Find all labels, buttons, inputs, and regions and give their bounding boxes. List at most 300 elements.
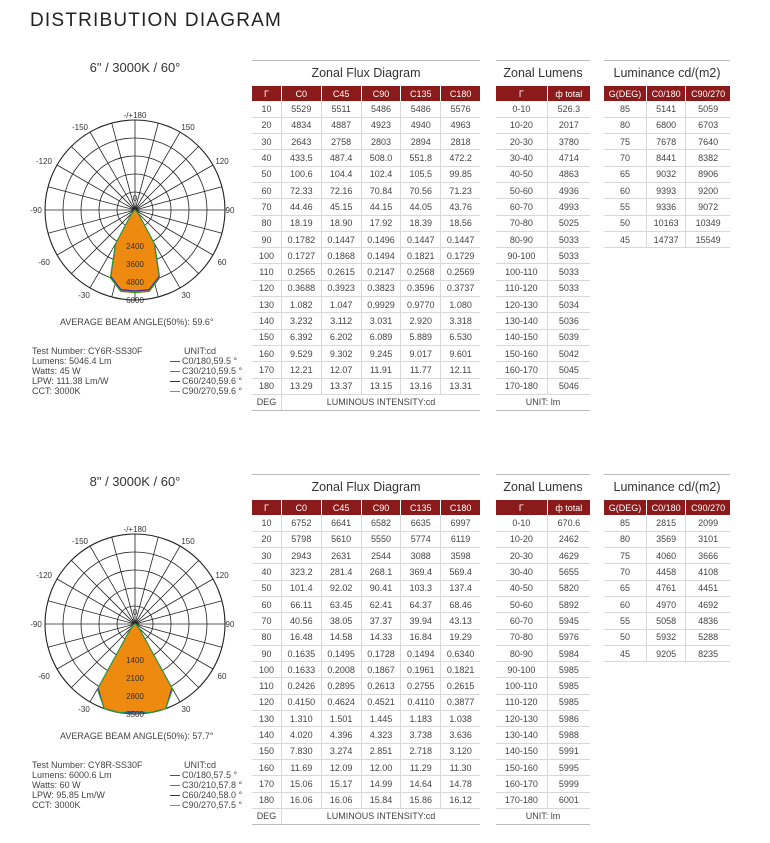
table-cell: 8235	[686, 645, 730, 661]
legend-item	[170, 800, 242, 810]
table-cell: 0.1728	[361, 645, 401, 661]
table-cell: 45.15	[321, 199, 361, 215]
column-header: C45	[321, 500, 361, 515]
table-cell: 4923	[361, 117, 401, 133]
table-cell: 43.13	[441, 613, 480, 629]
table-cell: 5932	[647, 629, 686, 645]
table-row	[252, 297, 480, 313]
table-row	[604, 101, 730, 117]
table-cell: 2803	[361, 134, 401, 150]
table-cell: 160	[252, 759, 281, 775]
table-cell: 5529	[281, 101, 321, 117]
angle-label-l60: -60	[38, 258, 50, 267]
table-cell: 9200	[686, 182, 730, 198]
cct: CCT: 3000K	[32, 386, 81, 396]
table-cell: 2462	[547, 531, 590, 547]
table-cell: 18.19	[281, 215, 321, 231]
legend-label: C0/180,57.5 °	[182, 770, 238, 780]
table-row	[252, 362, 480, 378]
angle-label-r150: 150	[181, 123, 195, 132]
table-cell: 150-160	[496, 759, 547, 775]
table-row	[496, 297, 590, 313]
column-header: C45	[321, 86, 361, 101]
table-cell: 170-180	[496, 792, 547, 808]
table-cell: 0.1961	[401, 662, 441, 678]
table-cell: 2643	[281, 134, 321, 150]
table-title: Zonal Flux Diagram	[252, 60, 480, 86]
column-header: C0	[281, 500, 321, 515]
table-cell: 90-100	[496, 662, 547, 678]
table-cell: 137.4	[441, 580, 480, 596]
table-cell: 6997	[441, 515, 480, 531]
table-cell: 160-170	[496, 776, 547, 792]
table-cell: 1.080	[441, 297, 480, 313]
column-header: C135	[401, 86, 441, 101]
table-cell: 0.9929	[361, 297, 401, 313]
table-cell: 0.3923	[321, 280, 361, 296]
angle-label-r60: 60	[217, 258, 227, 267]
table-header-row	[496, 86, 590, 101]
table-cell: 20-30	[496, 548, 547, 564]
table-title: Luminance cd/(m2)	[604, 60, 730, 86]
polar-spoke	[132, 165, 213, 210]
table-row	[604, 613, 730, 629]
table-cell: 0.2426	[281, 678, 321, 694]
table-cell: 100-110	[496, 264, 547, 280]
legend-unit: UNIT:cd	[184, 346, 217, 356]
table-cell: 0.1821	[441, 662, 480, 678]
legend	[170, 760, 242, 810]
legend-swatch-c0	[170, 775, 180, 776]
table-cell: 4940	[401, 117, 441, 133]
table-cell: 50	[604, 629, 647, 645]
table-cell: 6119	[441, 531, 480, 547]
table-cell: 55	[604, 199, 647, 215]
legend-label: C90/270,59.6 °	[182, 386, 243, 396]
table-cell: 4.396	[321, 727, 361, 743]
table-cell: 6001	[547, 792, 590, 808]
table-row	[252, 596, 480, 612]
table-row	[496, 117, 590, 133]
table-row	[496, 792, 590, 808]
table-row	[252, 564, 480, 580]
table-cell: 0.1447	[441, 231, 480, 247]
table-cell: 3.738	[401, 727, 441, 743]
legend	[170, 346, 242, 396]
table-row	[604, 166, 730, 182]
table-cell: 323.2	[281, 564, 321, 580]
table-cell: 39.94	[401, 613, 441, 629]
table-row	[496, 548, 590, 564]
table-cell: 160	[252, 345, 281, 361]
table-footer-row	[252, 394, 480, 410]
table-cell: 120	[252, 694, 281, 710]
table-cell: 130-140	[496, 313, 547, 329]
legend-item	[170, 790, 242, 800]
table-cell: 5991	[547, 743, 590, 759]
table-row	[496, 345, 590, 361]
table-cell: 0.1447	[321, 231, 361, 247]
table-cell: 15.17	[321, 776, 361, 792]
legend-item	[170, 356, 242, 366]
footer-unit: UNIT: lm	[496, 394, 590, 410]
table-cell: 100	[252, 662, 281, 678]
column-header: Γ	[496, 500, 547, 515]
table-row	[252, 515, 480, 531]
table-cell: 0.1868	[321, 248, 361, 264]
table-cell: 13.29	[281, 378, 321, 394]
section-8-inch	[0, 414, 770, 834]
table-row	[252, 329, 480, 345]
table-row	[496, 776, 590, 792]
table-cell: 60	[252, 596, 281, 612]
table-cell: 85	[604, 101, 647, 117]
table-cell: 37.37	[361, 613, 401, 629]
table-cell: 5820	[547, 580, 590, 596]
table-cell: 11.29	[401, 759, 441, 775]
table-cell: 3.031	[361, 313, 401, 329]
table-cell: 17.92	[361, 215, 401, 231]
polar-spoke	[132, 123, 158, 210]
table-row	[252, 215, 480, 231]
table-row	[252, 694, 480, 710]
table-cell: 60	[252, 182, 281, 198]
polar-spoke	[90, 132, 135, 210]
angle-label-l150: -150	[71, 123, 89, 132]
table-row	[252, 101, 480, 117]
angle-label-center: 0	[132, 194, 138, 203]
column-header: C180	[441, 86, 480, 101]
table-cell: 16.48	[281, 629, 321, 645]
angle-label-r90: 90	[225, 620, 235, 629]
table-cell: 5774	[401, 531, 441, 547]
table-cell: 170-180	[496, 378, 547, 394]
table-cell: 9336	[647, 199, 686, 215]
table-cell: 526.3	[547, 101, 590, 117]
table-row	[604, 515, 730, 531]
table-footer-row	[496, 394, 590, 410]
table-cell: 9072	[686, 199, 730, 215]
table-cell: 2631	[321, 548, 361, 564]
table-cell: 104.4	[321, 166, 361, 182]
table-cell: 0.2569	[441, 264, 480, 280]
table-row	[252, 629, 480, 645]
table-cell: 180	[252, 378, 281, 394]
table-cell: 105.5	[401, 166, 441, 182]
table-cell: 150	[252, 743, 281, 759]
table-cell: 5655	[547, 564, 590, 580]
column-header: C90	[361, 86, 401, 101]
table-cell: 0.1729	[441, 248, 480, 264]
table-cell: 0.1447	[401, 231, 441, 247]
test-number: Test Number: CY6R-SS30F	[32, 346, 143, 356]
polar-spoke	[132, 187, 222, 210]
table-cell: 70	[604, 150, 647, 166]
table-row	[496, 362, 590, 378]
table-cell: 160-170	[496, 362, 547, 378]
table-cell: 0.1494	[401, 645, 441, 661]
table-cell: 5550	[361, 531, 401, 547]
angle-label-center: 0	[132, 608, 138, 617]
test-info	[32, 346, 143, 396]
table-cell: 433.5	[281, 150, 321, 166]
table-cell: 5486	[401, 101, 441, 117]
table-cell: 2818	[441, 134, 480, 150]
table-cell: 6.202	[321, 329, 361, 345]
ring-label: 3600	[126, 260, 144, 269]
table-row	[496, 596, 590, 612]
table-cell: 0.2895	[321, 678, 361, 694]
table-cell: 5141	[647, 101, 686, 117]
legend-label: C60/240,59.6 °	[182, 376, 243, 386]
table-cell: 19.29	[441, 629, 480, 645]
table-cell: 120	[252, 280, 281, 296]
test-info	[32, 760, 143, 810]
table-cell: 44.46	[281, 199, 321, 215]
table-cell: 0.2147	[361, 264, 401, 280]
table-row	[496, 580, 590, 596]
table-row	[496, 711, 590, 727]
table-cell: 18.90	[321, 215, 361, 231]
table-cell: 4060	[647, 548, 686, 564]
table-cell: 44.05	[401, 199, 441, 215]
legend-swatch-c60	[170, 381, 180, 382]
table-cell: 508.0	[361, 150, 401, 166]
table-cell: 12.07	[321, 362, 361, 378]
table-cell: 130	[252, 297, 281, 313]
table-cell: 8382	[686, 150, 730, 166]
table-row	[604, 580, 730, 596]
table-cell: 5976	[547, 629, 590, 645]
column-header: ф total	[547, 86, 590, 101]
column-header: G(DEG)	[604, 86, 647, 101]
table-cell: 5034	[547, 297, 590, 313]
table-cell: 85	[604, 515, 647, 531]
table-cell: 5033	[547, 248, 590, 264]
table-cell: 2.718	[401, 743, 441, 759]
table-cell: 70	[252, 613, 281, 629]
table-cell: 12.09	[321, 759, 361, 775]
table-cell: 16.06	[281, 792, 321, 808]
table-cell: 0-10	[496, 515, 547, 531]
table-row	[604, 596, 730, 612]
table-footer-row	[252, 808, 480, 824]
table-cell: 5798	[281, 531, 321, 547]
table-cell: 20-30	[496, 134, 547, 150]
column-header: C135	[401, 500, 441, 515]
table-cell: 8441	[647, 150, 686, 166]
table-cell: 4458	[647, 564, 686, 580]
table-cell: 487.4	[321, 150, 361, 166]
table-row	[252, 727, 480, 743]
table-row	[252, 182, 480, 198]
table-cell: 40.56	[281, 613, 321, 629]
column-header: C90/270	[686, 86, 730, 101]
table-cell: 30-40	[496, 564, 547, 580]
table-cell: 130	[252, 711, 281, 727]
ring-label: 4800	[126, 278, 144, 287]
table-row	[496, 134, 590, 150]
table-cell: 102.4	[361, 166, 401, 182]
table-header-row	[604, 500, 730, 515]
legend-item	[170, 780, 242, 790]
table-cell: 7678	[647, 134, 686, 150]
watts: Watts: 60 W	[32, 780, 81, 790]
table-row	[252, 743, 480, 759]
table-header-row	[604, 86, 730, 101]
table-cell: 4761	[647, 580, 686, 596]
legend-swatch-c90	[170, 805, 180, 806]
table-cell: 13.37	[321, 378, 361, 394]
table-cell: 60	[604, 182, 647, 198]
table-cell: 110-120	[496, 694, 547, 710]
table-cell: 4863	[547, 166, 590, 182]
table-row	[252, 759, 480, 775]
angle-label-r90: 90	[225, 206, 235, 215]
polar-spoke	[132, 601, 222, 624]
table-cell: 5033	[547, 264, 590, 280]
angle-label-r150: 150	[181, 537, 195, 546]
table-cell: 2544	[361, 548, 401, 564]
table-cell: 3.112	[321, 313, 361, 329]
polar-spoke	[48, 187, 135, 210]
table-cell: 1.183	[401, 711, 441, 727]
table-cell: 150	[252, 329, 281, 345]
table-cell: 4993	[547, 199, 590, 215]
table-cell: 569.4	[441, 564, 480, 580]
table-cell: 2758	[321, 134, 361, 150]
table-cell: 4.020	[281, 727, 321, 743]
table-cell: 9.529	[281, 345, 321, 361]
table-row	[496, 101, 590, 117]
table-cell: 6582	[361, 515, 401, 531]
table-footer-row	[496, 808, 590, 824]
table-cell: 3569	[647, 531, 686, 547]
table-cell: 2.920	[401, 313, 441, 329]
polar-diagram	[30, 524, 240, 724]
table-row	[252, 280, 480, 296]
polar-spoke	[71, 560, 135, 624]
table-cell: 5036	[547, 313, 590, 329]
table-cell: 4936	[547, 182, 590, 198]
table-cell: 30	[252, 548, 281, 564]
table-cell: 60-70	[496, 613, 547, 629]
table-cell: 3666	[686, 548, 730, 564]
table-title: Zonal Flux Diagram	[252, 474, 480, 500]
table-cell: 20	[252, 531, 281, 547]
table-cell: 38.05	[321, 613, 361, 629]
table-cell: 120-130	[496, 297, 547, 313]
table-cell: 5999	[547, 776, 590, 792]
table-cell: 10	[252, 101, 281, 117]
polar-spoke	[132, 546, 180, 624]
table-header-row	[252, 86, 480, 101]
table-cell: 10349	[686, 215, 730, 231]
table-cell: 5059	[686, 101, 730, 117]
footer-unit: LUMINOUS INTENSITY:cd	[281, 394, 480, 410]
table-cell: 13.15	[361, 378, 401, 394]
table-cell: 3598	[441, 548, 480, 564]
table-cell: 64.37	[401, 596, 441, 612]
table-cell: 10	[252, 515, 281, 531]
table-cell: 110	[252, 264, 281, 280]
table-cell: 0.2615	[441, 678, 480, 694]
table-cell: 1.501	[321, 711, 361, 727]
table-cell: 0.3823	[361, 280, 401, 296]
column-header: C90/270	[686, 500, 730, 515]
table-cell: 5892	[547, 596, 590, 612]
table-row	[604, 531, 730, 547]
table-cell: 16.84	[401, 629, 441, 645]
column-header: Γ	[252, 500, 281, 515]
table-row	[252, 199, 480, 215]
polar-spoke	[132, 537, 158, 624]
table-cell: 3.120	[441, 743, 480, 759]
polar-spoke	[90, 546, 135, 624]
table-cell: 45	[604, 231, 647, 247]
page-title: DISTRIBUTION DIAGRAM	[30, 10, 283, 31]
table-cell: 5995	[547, 759, 590, 775]
table-cell: 6.392	[281, 329, 321, 345]
table-row	[496, 678, 590, 694]
table-cell: 551.8	[401, 150, 441, 166]
table-cell: 4963	[441, 117, 480, 133]
table-cell: 150-160	[496, 345, 547, 361]
column-header: C180	[441, 500, 480, 515]
table-cell: 0.3737	[441, 280, 480, 296]
polar-spoke	[132, 146, 199, 210]
table-cell: 80	[252, 215, 281, 231]
table-row	[252, 166, 480, 182]
table-title: Zonal Lumens	[496, 474, 590, 500]
column-header: C0/180	[647, 500, 686, 515]
polar-spoke	[48, 601, 135, 624]
column-header: ф total	[547, 500, 590, 515]
table-cell: 0.1782	[281, 231, 321, 247]
table-cell: 0.3596	[401, 280, 441, 296]
angle-label-l30: -30	[78, 705, 90, 714]
table-cell: 0.1727	[281, 248, 321, 264]
table-cell: 5576	[441, 101, 480, 117]
column-header: C0/180	[647, 86, 686, 101]
table-cell: 5511	[321, 101, 361, 117]
table-cell: 80-90	[496, 231, 547, 247]
polar-diagram	[30, 110, 240, 310]
table-row	[496, 313, 590, 329]
lumens: Lumens: 5046.4 Lm	[32, 356, 112, 366]
ring-label: 2100	[126, 674, 144, 683]
table-cell: 103.3	[401, 580, 441, 596]
table-cell: 0.2568	[401, 264, 441, 280]
table-cell: 6703	[686, 117, 730, 133]
table-cell: 11.77	[401, 362, 441, 378]
table-cell: 40	[252, 564, 281, 580]
table-cell: 70	[604, 564, 647, 580]
table-row	[496, 215, 590, 231]
legend-item	[170, 376, 242, 386]
table-row	[496, 264, 590, 280]
table-cell: 5985	[547, 694, 590, 710]
table-cell: 9.017	[401, 345, 441, 361]
zonal-flux-table	[252, 60, 480, 411]
table-cell: 5945	[547, 613, 590, 629]
table-cell: 66.11	[281, 596, 321, 612]
table-cell: 1.445	[361, 711, 401, 727]
polar-spoke	[57, 579, 135, 624]
table-row	[252, 776, 480, 792]
table-cell: 2.851	[361, 743, 401, 759]
section-6-inch	[0, 0, 770, 420]
